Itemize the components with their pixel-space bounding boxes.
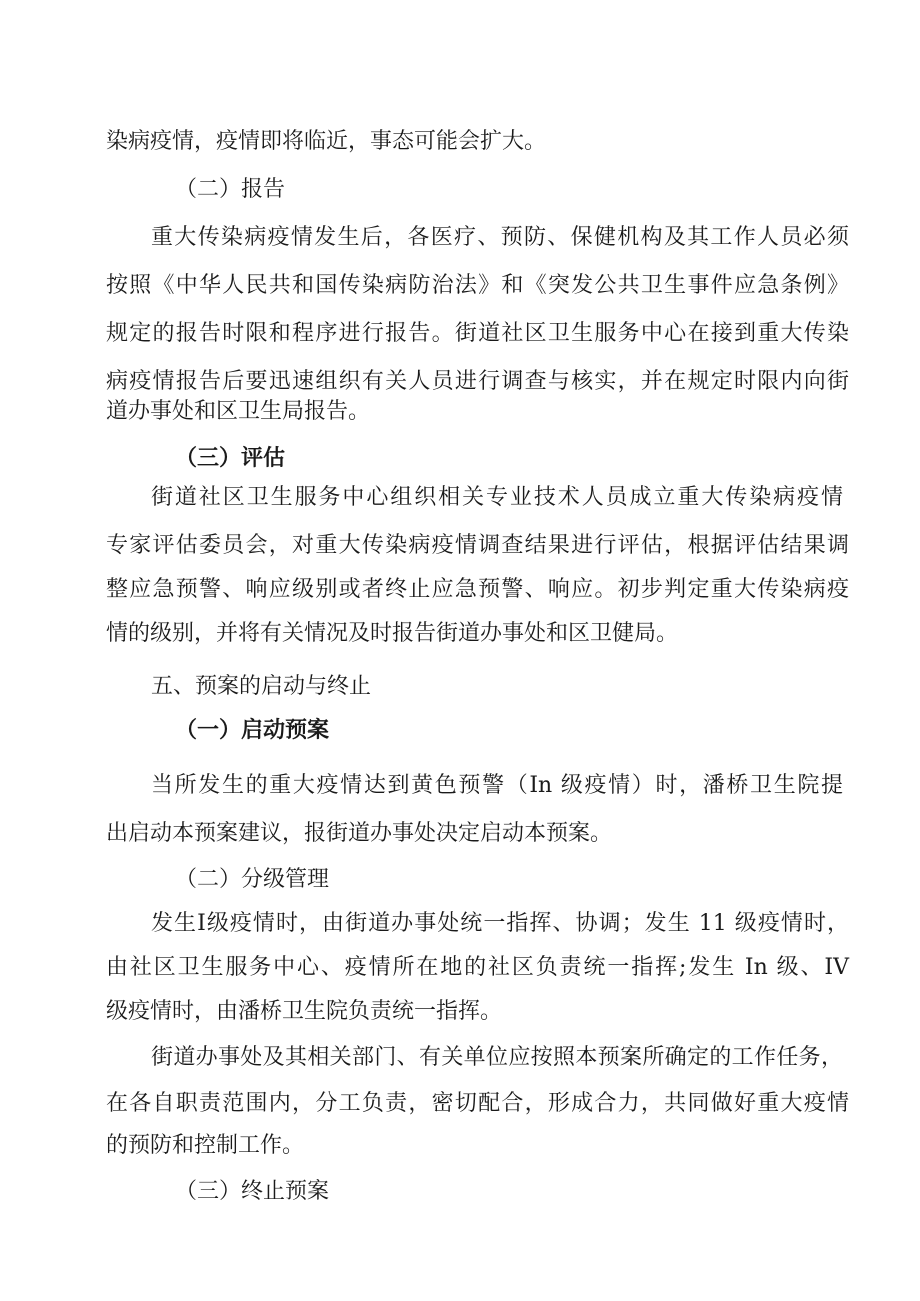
heading-terminate-plan: （三）终止预案 bbox=[175, 1179, 330, 1204]
paragraph-line: 专家评估委员会，对重大传染病疫情调查结果进行评估，根据评估结果调 bbox=[106, 533, 849, 558]
paragraph-line: 道办事处和区卫生局报告。 bbox=[106, 399, 371, 424]
heading-assess: （三）评估 bbox=[175, 445, 286, 471]
paragraph-line: 整应急预警、响应级别或者终止应急预警、响应。初步判定重大传染病疫 bbox=[106, 577, 849, 602]
paragraph-line: 按照《中华人民共和国传染病防治法》和《突发公共卫生事件应急条例》 bbox=[106, 273, 849, 298]
paragraph-line: 重大传染病疫情发生后，各医疗、预防、保健机构及其工作人员必须 bbox=[151, 225, 849, 250]
paragraph-line: 发生Ⅰ级疫情时，由街道办事处统一指挥、协调；发生 11 级疫情时， bbox=[151, 911, 849, 936]
paragraph-line: 染病疫情，疫情即将临近，事态可能会扩大。 bbox=[106, 129, 547, 154]
paragraph-line: 当所发生的重大疫情达到黄色预警（In 级疫情）时，潘桥卫生院提 bbox=[151, 773, 843, 798]
section-heading-5: 五、预案的启动与终止 bbox=[151, 674, 372, 699]
paragraph-line: 级疫情时，由潘桥卫生院负责统一指挥。 bbox=[106, 999, 503, 1024]
paragraph-line: 街道社区卫生服务中心组织相关专业技术人员成立重大传染病疫情 bbox=[151, 485, 843, 510]
paragraph-line: 街道办事处及其相关部门、有关单位应按照本预案所确定的工作任务， bbox=[151, 1045, 843, 1070]
paragraph-line: 由社区卫生服务中心、疫情所在地的社区负责统一指挥;发生 In 级、IV bbox=[106, 955, 849, 980]
heading-grading: （二）分级管理 bbox=[175, 867, 330, 892]
paragraph-line: 情的级别，并将有关情况及时报告街道办事处和区卫健局。 bbox=[106, 621, 679, 646]
paragraph-line: 出启动本预案建议，报街道办事处决定启动本预案。 bbox=[106, 821, 613, 846]
paragraph-line: 规定的报告时限和程序进行报告。街道社区卫生服务中心在接到重大传染 bbox=[106, 321, 849, 346]
paragraph-line: 在各自职责范围内，分工负责，密切配合，形成合力，共同做好重大疫情 bbox=[106, 1091, 849, 1116]
paragraph-line: 的预防和控制工作。 bbox=[106, 1133, 305, 1158]
heading-report: （二）报告 bbox=[175, 177, 286, 202]
paragraph-line: 病疫情报告后要迅速组织有关人员进行调查与核实，并在规定时限内向街 bbox=[106, 369, 849, 394]
heading-start-plan: （一）启动预案 bbox=[175, 717, 330, 743]
